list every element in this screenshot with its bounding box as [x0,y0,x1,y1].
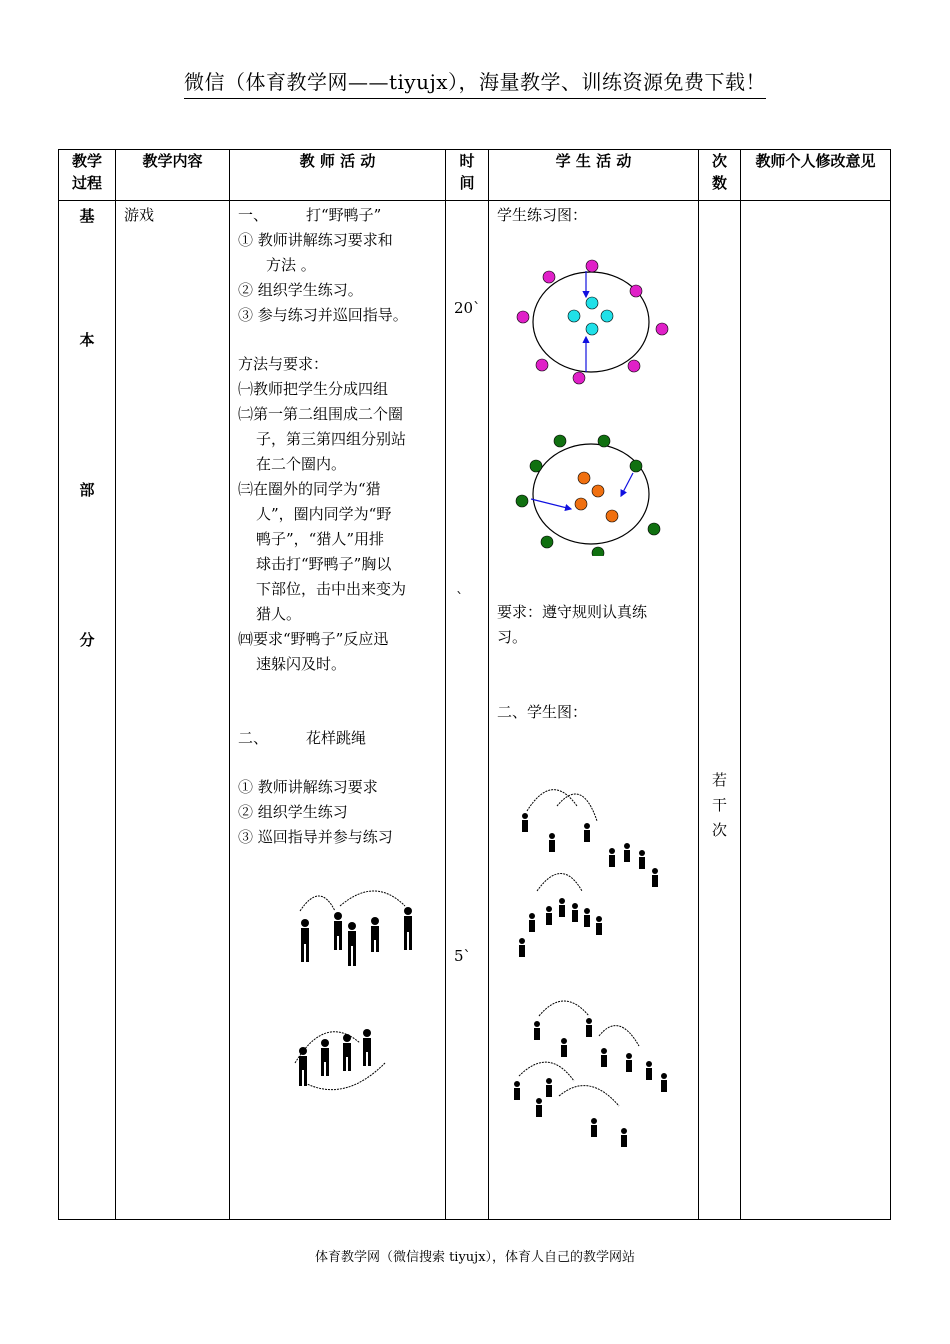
header-count: 次 数 [699,150,741,201]
table-header-row [59,150,891,201]
method-line: ㈣要求“野鸭子”反应迅 [238,630,389,648]
count-cell [699,201,741,1220]
step1-1: ① 教师讲解练习要求和 [238,231,393,249]
student-jump-figure-2 [509,996,679,1156]
table-body-row [59,201,891,1220]
process-char-3: 部 [79,481,95,499]
method-line: 人”，圈内同学为“野 [256,505,392,523]
student-jump-figure-1 [517,781,677,961]
requirement-line-1: 要求：遵守规则认真练 [497,603,648,621]
header-teacher-activity: 教 师 活 动 [230,150,446,201]
header-content: 教学内容 [116,150,230,201]
step1-2: ② 组织学生练习。 [238,281,363,299]
step1-3: ③ 参与练习并巡回指导。 [238,306,408,324]
method-line: 球击打“野鸭子”胸以 [256,555,392,573]
time-cell [446,201,489,1220]
section1-title: 打“野鸭子” [306,206,382,224]
section2-num: 二、 [238,729,269,747]
section2-title: 花样跳绳 [306,729,367,747]
duck-game-diagram-1 [509,259,674,389]
requirement-line-2: 习。 [497,628,528,646]
count-char-1: 若 [711,771,727,789]
step2-3: ③ 巡回指导并参与练习 [238,828,393,846]
step1-1b: 方法 。 [266,256,316,274]
process-cell [59,201,116,1220]
teacher-activity-cell [230,201,446,1220]
process-char-4: 分 [79,631,95,649]
time-value-2: 5` [454,947,472,965]
content-cell [116,201,230,1220]
method-line: ㈠教师把学生分成四组 [238,380,389,398]
header-notes: 教师个人修改意见 [741,150,891,201]
section1-num: 一、 [238,206,269,224]
jump-rope-figure-1 [290,881,440,971]
student-activity-cell [489,201,699,1220]
header-student-activity: 学 生 活 动 [489,150,699,201]
method-line: ㈢在圈外的同学为“猎 [238,480,381,498]
page-footer: 体育教学网（微信搜索 tiyujx），体育人自己的教学网站 [314,1250,636,1265]
page-header [0,66,950,95]
method-line: 速躲闪及时。 [256,655,347,673]
count-char-2: 干 [711,796,727,814]
student-figure-label: 学生练习图： [497,206,588,224]
content-text: 游戏 [124,206,155,224]
time-value-1: 20` [454,299,481,317]
process-char-1: 基 [79,207,95,225]
process-char-2: 本 [79,331,95,349]
method-line: ㈡第一第二组围成二个圈 [238,405,404,423]
header-title: 微信（体育教学网——tiyujx），海量教学、训练资源免费下载！ [184,70,766,99]
method-line: 猎人。 [256,605,302,623]
method-line: 子，第三第四组分别站 [256,430,407,448]
jump-rope-figure-2 [285,1013,405,1098]
header-process: 教学 过程 [59,150,116,201]
time-mark: ` [456,589,464,607]
header-time: 时 间 [446,150,489,201]
count-char-3: 次 [711,821,727,839]
lesson-plan-table [58,149,891,1220]
step2-1: ① 教师讲解练习要求 [238,778,378,796]
notes-cell[interactable] [741,201,891,1220]
method-title: 方法与要求： [238,355,329,373]
method-line: 鸭子”，“猎人”用排 [256,530,385,548]
step2-2: ② 组织学生练习 [238,803,348,821]
method-line: 在二个圈内。 [256,455,347,473]
student-section2: 二、学生图： [497,703,588,721]
duck-game-diagram-2 [509,426,674,556]
method-line: 下部位，击中出来变为 [256,580,407,598]
